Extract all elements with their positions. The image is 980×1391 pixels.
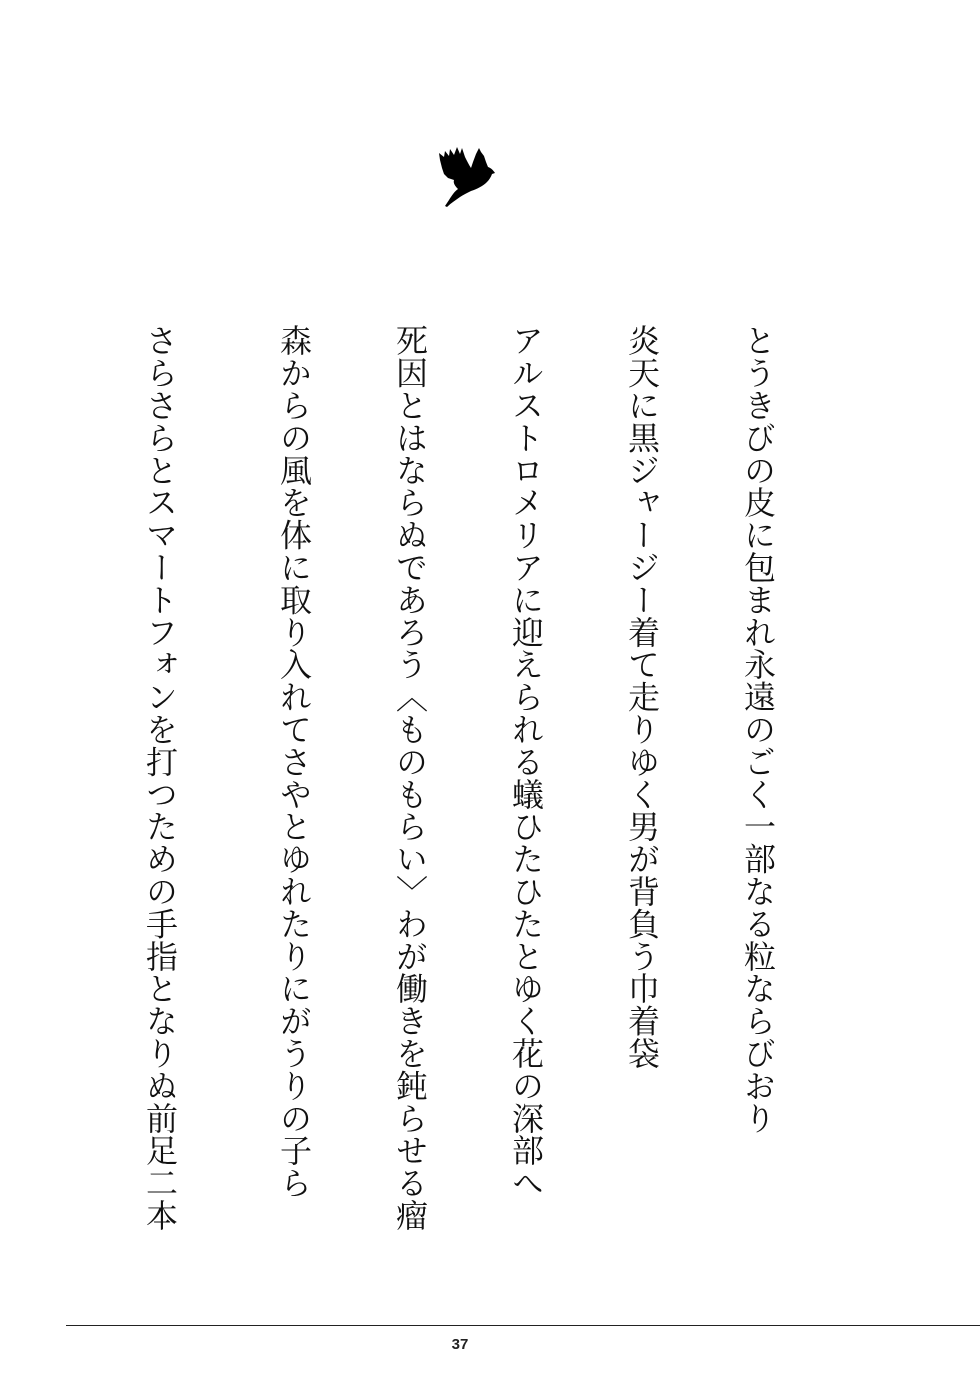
poem-line: とうきびの皮に包まれ永遠のごく一部なる粒ならびおり	[739, 324, 777, 1134]
bird-silhouette-icon	[436, 144, 496, 208]
poem-line: 死因とはならぬであろう〈ものもらい〉わが働きを鈍らせる瘤	[391, 324, 429, 1232]
poem-line: 森からの風を体に取り入れてさやとゆれたりにがうりの子ら	[275, 324, 313, 1199]
page-number: 37	[451, 1336, 469, 1353]
poem-line: 炎天に黒ジャージー着て走りゆく男が背負う巾着袋	[623, 324, 661, 1070]
poem-line: アルストロメリアに迎えられる蟻ひたひたとゆく花の深部へ	[507, 324, 545, 1199]
poem-line: さらさらとスマートフォンを打つための手指となりぬ前足二本	[141, 324, 179, 1232]
poem	[130, 324, 790, 1232]
footer-divider	[66, 1325, 980, 1326]
